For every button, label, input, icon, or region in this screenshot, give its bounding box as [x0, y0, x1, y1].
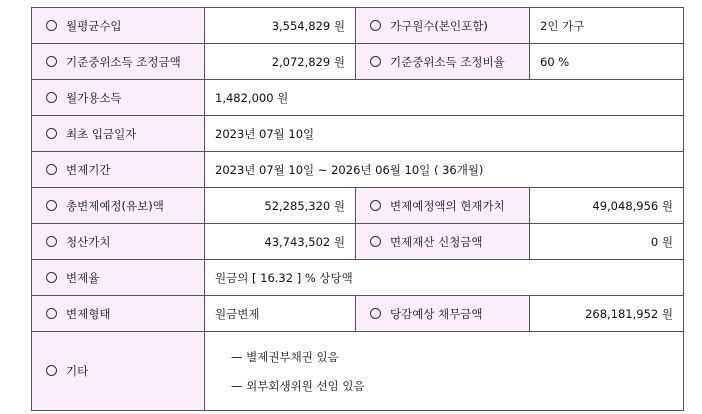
label-cell [32, 260, 205, 296]
other-label: 기타 [66, 364, 89, 378]
label-cell [356, 44, 530, 80]
liquidation-value-value: 43,743,502 원 [205, 224, 356, 260]
label-cell [32, 152, 205, 188]
circle-bullet-icon [370, 236, 381, 247]
present-value-value: 49,048,956 원 [530, 188, 684, 224]
label-cell [32, 8, 205, 44]
household-size-label: 가구원수(본인포함) [390, 18, 488, 33]
row-repayment-rate [32, 260, 684, 296]
row-monthly-income [32, 8, 684, 44]
monthly-income-label: 월평균수입 [66, 18, 122, 33]
repayment-period-value: 2023년 07월 10일 ~ 2026년 06월 10일 ( 36개월) [205, 152, 684, 188]
circle-bullet-icon [46, 164, 57, 175]
exempt-property-label: 면제재산 신청금액 [390, 234, 483, 249]
row-repayment-period [32, 152, 684, 188]
circle-bullet-icon [370, 56, 381, 67]
circle-bullet-icon [46, 20, 57, 31]
expected-debt-value: 268,181,952 원 [530, 296, 684, 332]
circle-bullet-icon [46, 236, 57, 247]
row-other [32, 332, 684, 411]
row-total-repayment [32, 188, 684, 224]
label-cell [356, 8, 530, 44]
repayment-type-label: 변제형태 [66, 306, 111, 321]
label-cell [32, 80, 205, 116]
disposable-income-label: 월가용소득 [66, 90, 122, 105]
circle-bullet-icon [370, 20, 381, 31]
circle-bullet-icon [46, 128, 57, 139]
circle-bullet-icon [46, 365, 57, 376]
expected-debt-label: 당감예상 채무금액 [390, 306, 483, 321]
median-adjusted-amount-label: 기준중위소득 조정금액 [66, 54, 181, 69]
label-cell [356, 188, 530, 224]
repayment-rate-label: 변제율 [66, 270, 100, 285]
repayment-type-value: 원금변제 [205, 296, 356, 332]
label-cell [356, 224, 530, 260]
median-adjusted-ratio-value: 60 % [530, 44, 684, 80]
circle-bullet-icon [46, 308, 57, 319]
circle-bullet-icon [46, 92, 57, 103]
row-disposable-income [32, 80, 684, 116]
repayment-period-label: 변제기간 [66, 162, 111, 177]
monthly-income-value: 3,554,829 원 [205, 8, 356, 44]
liquidation-value-label: 청산가치 [66, 234, 111, 249]
row-median-income [32, 44, 684, 80]
row-repayment-type [32, 296, 684, 332]
disposable-income-value: 1,482,000 원 [205, 80, 684, 116]
circle-bullet-icon [46, 56, 57, 67]
repayment-rate-value: 원금의 [ 16.32 ] % 상당액 [205, 260, 684, 296]
first-deposit-date-value: 2023년 07월 10일 [205, 116, 684, 152]
circle-bullet-icon [370, 308, 381, 319]
other-note: — 별제권부채권 있음 [231, 349, 339, 364]
label-cell [32, 332, 205, 411]
label-cell [32, 296, 205, 332]
row-first-deposit-date [32, 116, 684, 152]
household-size-value: 2인 가구 [530, 8, 684, 44]
median-adjusted-ratio-label: 기준중위소득 조정비율 [390, 54, 505, 69]
other-notes-cell [205, 332, 684, 411]
label-cell [32, 224, 205, 260]
circle-bullet-icon [46, 200, 57, 211]
label-cell [32, 44, 205, 80]
circle-bullet-icon [370, 200, 381, 211]
exempt-property-value: 0 원 [530, 224, 684, 260]
total-repayment-label: 총변제예정(유보)액 [66, 198, 164, 213]
label-cell [356, 296, 530, 332]
median-adjusted-amount-value: 2,072,829 원 [205, 44, 356, 80]
circle-bullet-icon [46, 272, 57, 283]
total-repayment-value: 52,285,320 원 [205, 188, 356, 224]
repayment-plan-table [31, 7, 684, 411]
label-cell [32, 116, 205, 152]
first-deposit-date-label: 최초 입금일자 [66, 126, 137, 141]
label-cell [32, 188, 205, 224]
row-liquidation-value [32, 224, 684, 260]
present-value-label: 변제예정액의 현재가치 [390, 198, 505, 213]
other-note: — 외부회생위원 선임 있음 [231, 378, 365, 393]
